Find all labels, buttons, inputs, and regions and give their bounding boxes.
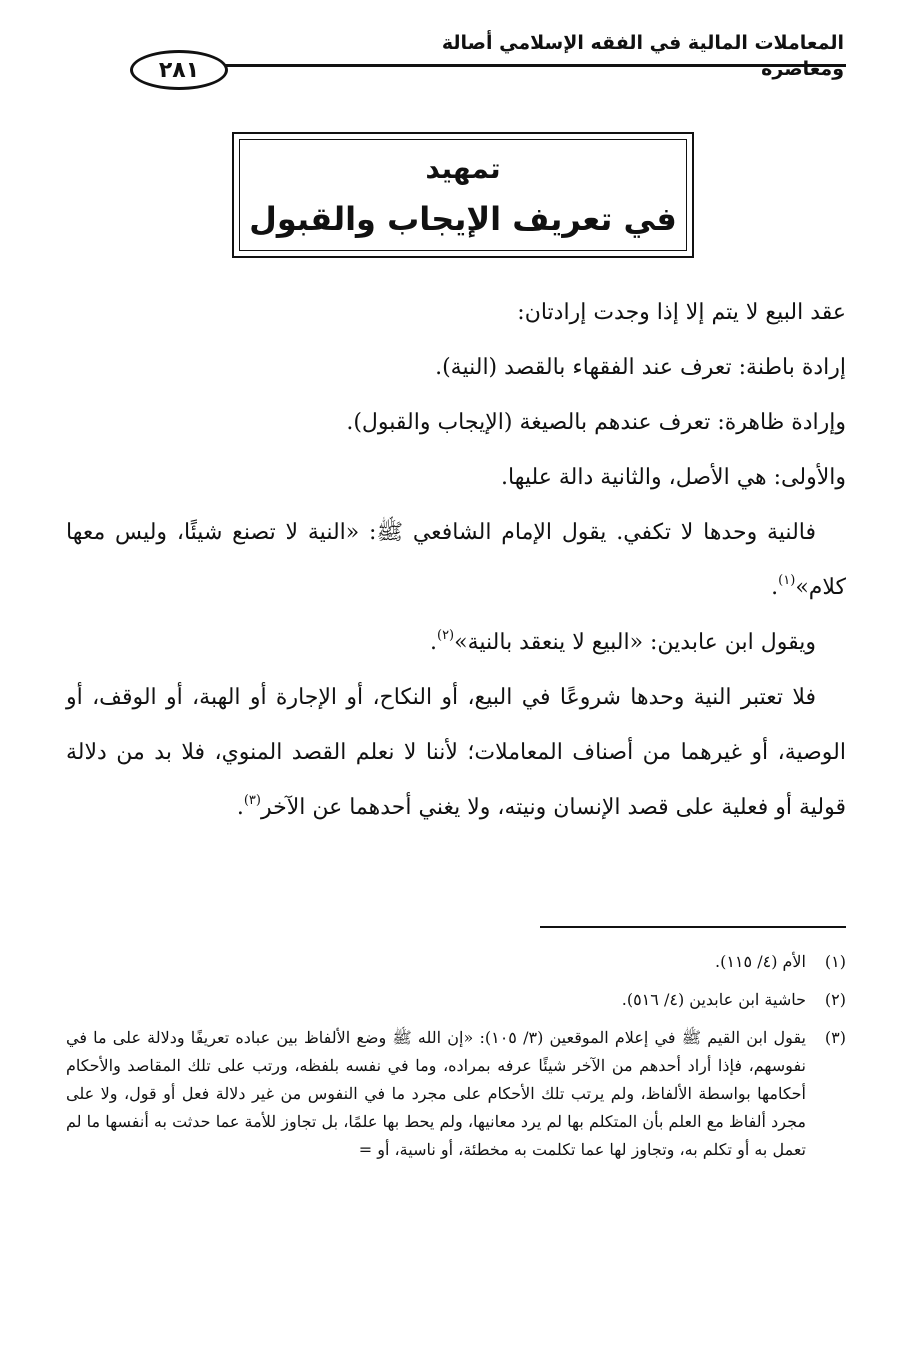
footnote-item [66, 948, 846, 976]
chapter-title-line-2: في تعريف الإيجاب والقبول [249, 200, 677, 238]
paragraph-1: عقد البيع لا يتم إلا إذا وجدت إرادتان: [517, 300, 846, 325]
footnote-text: الأم (٤/ ١١٥). [715, 952, 806, 971]
paragraph-5 [66, 505, 846, 615]
footnote-ref-2: (٢) [436, 627, 455, 643]
header-rule [215, 64, 846, 67]
paragraph-7 [66, 670, 846, 835]
footnote-number: (١) [824, 952, 846, 971]
paragraph-6 [66, 615, 846, 670]
footnote-ref-3: (٣) [243, 792, 261, 808]
chapter-title-frame [232, 132, 694, 258]
body-text [66, 285, 846, 835]
footnote-ref-1: (١) [778, 572, 796, 588]
paragraph-6-end: . [429, 630, 437, 655]
paragraph-2: إرادة باطنة: تعرف عند الفقهاء بالقصد (النية). [435, 355, 846, 380]
paragraph-5-end: . [771, 575, 779, 600]
paragraph-4: والأولى: هي الأصل، والثانية دالة عليها. [501, 465, 846, 490]
paragraph-5-text: فالنية وحدها لا تكفي. يقول الإمام الشافعي ﷺ: «النية لا تصنع شيئًا، وليس معها كلام» [66, 520, 846, 600]
footnote-separator [540, 926, 846, 928]
paragraph-6-text: ويقول ابن عابدين: «البيع لا ينعقد بالنية» [454, 630, 816, 655]
paragraph-7-text: فلا تعتبر النية وحدها شروعًا في البيع، أو النكاح، أو الإجارة أو الهبة، أو الوقف، أو الوصية، أو غيرهما من أصناف المعاملات؛ لأننا لا نعلم القصد المنوي، فلا بد من دلالة قولية أو فعلية على قصد الإنسان ونيته، ولا يغني أحدهما عن الآخر [66, 685, 846, 820]
footnotes [66, 948, 846, 1174]
paragraph-3: وإرادة ظاهرة: تعرف عندهم بالصيغة (الإيجاب والقبول). [346, 410, 846, 435]
footnote-item [66, 1024, 846, 1164]
paragraph-7-end: . [236, 795, 244, 820]
footnote-number: (٣) [824, 1028, 846, 1047]
page-number-badge: ٢٨١ [130, 50, 228, 90]
chapter-title-line-1: تمهيد [425, 152, 501, 185]
footnote-text: يقول ابن القيم ﷺ في إعلام الموقعين (٣/ ١٠٥): «إن الله ﷺ وضع الألفاظ بين عباده تعريفًا ودلالة على ما في نفوسهم، فإذا أراد أحدهم من الآخر شيئًا عرفه بمراده، وما في نفسه بلفظه، ورتب على تلك المقاصد والأحكام أحكامها بواسطة الألفاظ، ولم يرتب تلك الأحكام على مجرد ما في النفوس من غير دلالة فعل أو قول، ولا على مجرد ألفاظ مع العلم بأن المتكلم بها لم يرد معانيها، ولم يحط بها علمًا، بل تجاوز للأمة عما حدثت به أنفسها ما لم تعمل به أو تكلم به، وتجاوز لها عما تكلمت به مخطئة، أو ناسية، أو = [66, 1028, 806, 1159]
footnote-number: (٢) [824, 990, 846, 1009]
footnote-text: حاشية ابن عابدين (٤/ ٥١٦). [621, 990, 806, 1009]
footnote-item [66, 986, 846, 1014]
running-header-title: المعاملات المالية في الفقه الإسلامي أصالة ومعاصرة [441, 32, 844, 80]
